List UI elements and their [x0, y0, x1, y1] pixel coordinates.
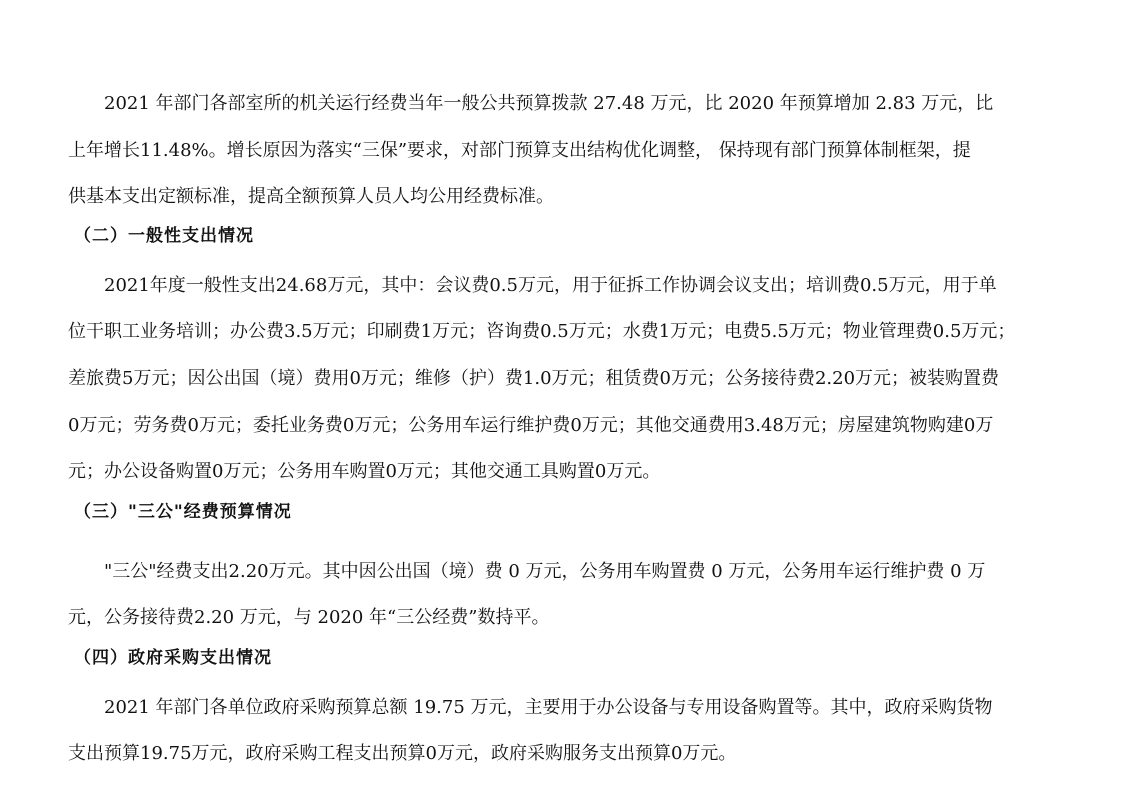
paragraph-line: 上年增长11.48%。增长原因为落实“三保”要求，对部门预算支出结构优化调整， 保持现有部门预算体制框架，提 — [68, 140, 971, 161]
paragraph-line: 元；办公设备购置0万元；公务用车购置0万元；其他交通工具购置0万元。 — [68, 461, 661, 482]
paragraph-line: 0万元；劳务费0万元；委托业务费0万元；公务用车运行维护费0万元；其他交通费用3.48万元；房屋建筑物购建0万 — [68, 415, 994, 436]
paragraph-line: 2021 年部门各部室所的机关运行经费当年一般公共预算拨款 27.48 万元，比 2020 年预算增加 2.83 万元，比 — [104, 93, 994, 114]
paragraph-line: 位干职工业务培训；办公费3.5万元；印刷费1万元；咨询费0.5万元；水费1万元；电费5.5万元；物业管理费0.5万元； — [68, 321, 1016, 342]
paragraph-line: 2021 年部门各单位政府采购预算总额 19.75 万元，主要用于办公设备与专用设备购置等。其中，政府采购货物 — [104, 697, 993, 718]
paragraph-line: 2021年度一般性支出24.68万元，其中：会议费0.5万元，用于征拆工作协调会议支出；培训费0.5万元，用于单 — [104, 275, 997, 296]
section-heading: （四）政府采购支出情况 — [74, 648, 272, 668]
paragraph-line: 供基本支出定额标准，提高全额预算人员人均公用经费标准。 — [68, 186, 554, 207]
paragraph-line: 元，公务接待费2.20 万元，与 2020 年“三公经费”数持平。 — [68, 607, 550, 628]
paragraph-line: 差旅费5万元；因公出国（境）费用0万元；维修（护）费1.0万元；租赁费0万元；公务接待费2.20万元；被装购置费 — [68, 368, 1000, 389]
paragraph-line: 支出预算19.75万元，政府采购工程支出预算0万元，政府采购服务支出预算0万元。 — [68, 743, 737, 764]
section-heading: （三）"三公"经费预算情况 — [74, 502, 292, 522]
paragraph-line: "三公"经费支出2.20万元。其中因公出国（境）费 0 万元，公务用车购置费 0 万元，公务用车运行维护费 0 万 — [104, 561, 986, 582]
section-heading: （二）一般性支出情况 — [74, 226, 254, 246]
